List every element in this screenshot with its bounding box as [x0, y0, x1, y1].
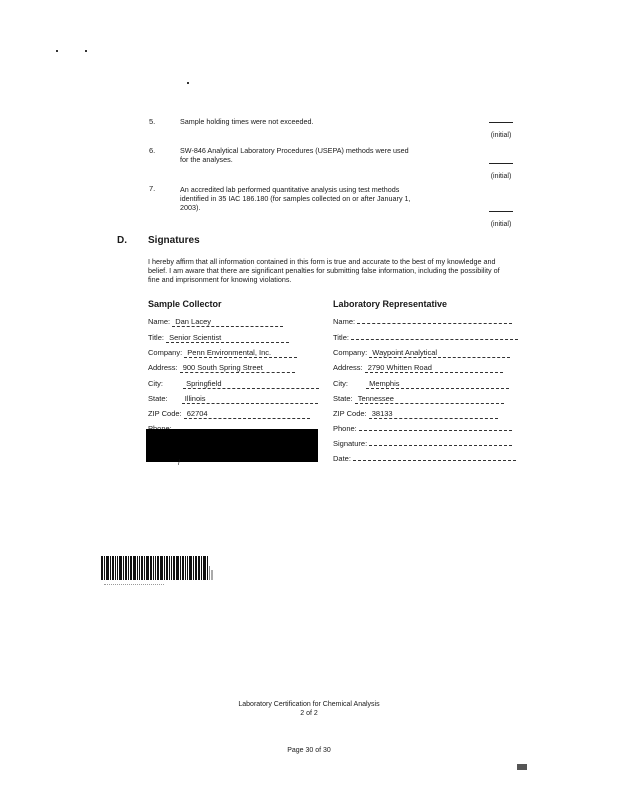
- initial-field[interactable]: [484, 211, 518, 231]
- scan-speck: [187, 82, 189, 84]
- collector-name-field[interactable]: Name: Dan Lacey: [148, 317, 283, 327]
- item-text: An accredited lab performed quantitative analysis using test methods identified in 35 IAC 186.180 (for samples collected on or after January 1, 2003).: [180, 185, 411, 212]
- collector-company-field[interactable]: Company: Penn Environmental, Inc.: [148, 348, 297, 358]
- scan-mark: [517, 764, 527, 770]
- item-text: SW-846 Analytical Laboratory Procedures (USEPA) methods were used for the analyses.: [180, 146, 409, 164]
- barcode-caption-smudge: [104, 584, 164, 593]
- section-title: Signatures: [148, 235, 200, 246]
- initial-field[interactable]: [484, 163, 518, 183]
- initial-label: (initial): [490, 132, 512, 139]
- item-number: 6.: [149, 146, 156, 155]
- collector-name-value: Dan Lacey: [172, 317, 283, 327]
- item-text: Sample holding times were not exceeded.: [180, 117, 314, 126]
- collector-zip-field[interactable]: ZIP Code: 62704: [148, 409, 310, 419]
- lab-heading: Laboratory Representative: [333, 299, 448, 309]
- barcode-stamp: [101, 556, 281, 580]
- initial-field[interactable]: [484, 122, 518, 142]
- collector-state-field[interactable]: State: Illinois: [148, 394, 318, 404]
- lab-state-value: Tennessee: [355, 394, 504, 404]
- lab-signature-value: [369, 445, 512, 446]
- lab-state-field[interactable]: State: Tennessee: [333, 394, 504, 404]
- lab-title-field[interactable]: Title:: [333, 333, 518, 342]
- scan-speck: [85, 50, 87, 52]
- collector-zip-value: 62704: [184, 409, 310, 419]
- lab-name-field[interactable]: Name:: [333, 317, 512, 326]
- collector-state-value: Illinois: [182, 394, 318, 404]
- footer-title: Laboratory Certification for Chemical Analysis: [238, 701, 380, 708]
- redaction-block: [146, 429, 318, 462]
- initial-label: (initial): [490, 173, 512, 180]
- lab-title-value: [351, 339, 518, 340]
- collector-city-field[interactable]: City: Springfield: [148, 379, 319, 389]
- collector-company-value: Penn Environmental, Inc.: [184, 348, 297, 358]
- affirmation-paragraph: I hereby affirm that all information contained in this form is true and accurate to the best of my knowledge and belief. I am aware that there are significant penalties for submitting false information, including the possibility of fine and imprisonment for knowing violations.: [148, 257, 500, 284]
- scan-speck: [56, 50, 58, 52]
- collector-address-field[interactable]: Address: 900 South Spring Street: [148, 363, 295, 373]
- lab-phone-field[interactable]: Phone:: [333, 424, 512, 433]
- lab-zip-value: 38133: [369, 409, 498, 419]
- collector-title-field[interactable]: Title: Senior Scientist: [148, 333, 289, 343]
- footer-page-of: 2 of 2: [300, 710, 318, 717]
- lab-company-field[interactable]: Company: Waypoint Analytical: [333, 348, 510, 358]
- page-number: Page 30 of 30: [287, 747, 331, 754]
- lab-date-field[interactable]: Date:: [333, 454, 516, 463]
- lab-company-value: Waypoint Analytical: [369, 348, 510, 358]
- collector-address-value: 900 South Spring Street: [180, 363, 295, 373]
- lab-date-value: [353, 460, 516, 461]
- collector-title-value: Senior Scientist: [166, 333, 289, 343]
- initial-label: (initial): [490, 221, 512, 228]
- lab-city-value: Memphis: [366, 379, 509, 389]
- scan-mark: /: [178, 460, 180, 467]
- lab-name-value: [357, 323, 512, 324]
- collector-city-value: Springfield: [183, 379, 319, 389]
- section-letter: D.: [117, 235, 127, 246]
- item-number: 7.: [149, 184, 156, 193]
- item-number: 5.: [149, 117, 156, 126]
- lab-address-field[interactable]: Address: 2790 Whitten Road: [333, 363, 503, 373]
- lab-address-value: 2790 Whitten Road: [365, 363, 503, 373]
- lab-phone-value: [359, 430, 512, 431]
- lab-signature-field[interactable]: Signature:: [333, 439, 512, 448]
- collector-heading: Sample Collector: [148, 299, 222, 309]
- lab-city-field[interactable]: City: Memphis: [333, 379, 509, 389]
- lab-zip-field[interactable]: ZIP Code: 38133: [333, 409, 498, 419]
